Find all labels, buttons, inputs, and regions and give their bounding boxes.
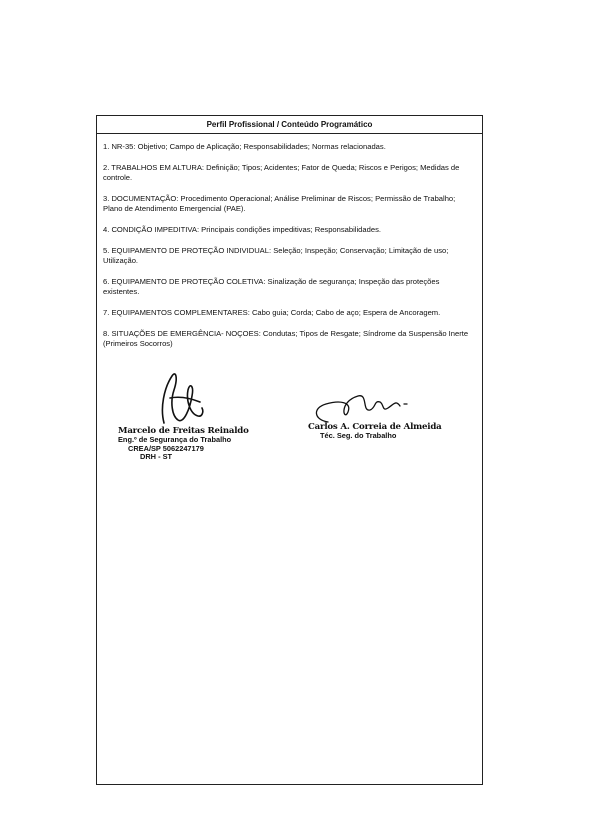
content-item-6: 6. EQUIPAMENTO DE PROTEÇÃO COLETIVA: Sinalização de segurança; Inspeção das proteções existentes. (103, 276, 440, 297)
signer-name-left: Marcelo de Freitas Reinaldo (118, 426, 249, 436)
content-item-8: 8. SITUAÇÕES DE EMERGÊNCIA- NOÇOES: Condutas; Tipos de Resgate; Síndrome da Suspensão Inerte (Primeiros Socorros) (103, 328, 469, 349)
signer-registry-left: CREA/SP 5062247179 (128, 443, 204, 453)
signature-block-right (308, 382, 468, 462)
signer-dept-left: DRH - ST (140, 452, 173, 462)
content-item-5: 5. EQUIPAMENTO DE PROTEÇÃO INDIVIDUAL: Seleção; Inspeção; Conservação; Limitação de uso; Utilização. (103, 245, 449, 266)
content-item-7: 7. EQUIPAMENTOS COMPLEMENTARES: Cabo guia; Corda; Cabo de aço; Espera de Ancoragem. (103, 307, 441, 317)
content-list (97, 134, 482, 350)
signer-name-right: Carlos A. Correia de Almeida (308, 422, 442, 432)
content-item-4: 4. CONDIÇÃO IMPEDITIVA: Principais condições impeditivas; Responsabilidades. (103, 224, 381, 234)
content-item-2: 2. TRABALHOS EM ALTURA: Definição; Tipos; Acidentes; Fator de Queda; Riscos e Perigos; Medidas de controle. (103, 162, 460, 183)
handwritten-signature-left (150, 368, 210, 428)
signer-role-left: Eng.º de Segurança do Trabalho (118, 435, 232, 444)
content-item-1: 1. NR-35: Objetivo; Campo de Aplicação; Responsabilidades; Normas relacionadas. (103, 142, 386, 151)
signature-block-left (118, 368, 278, 478)
signer-role-right: Téc. Seg. do Trabalho (320, 431, 397, 440)
document-title: Perfil Profissional / Conteúdo Programático (97, 116, 482, 134)
content-item-3: 3. DOCUMENTAÇÃO: Procedimento Operacional; Análise Preliminar de Riscos; Permissão de Trabalho; Plano de Atendimento Emergencial (PAE). (103, 193, 456, 214)
